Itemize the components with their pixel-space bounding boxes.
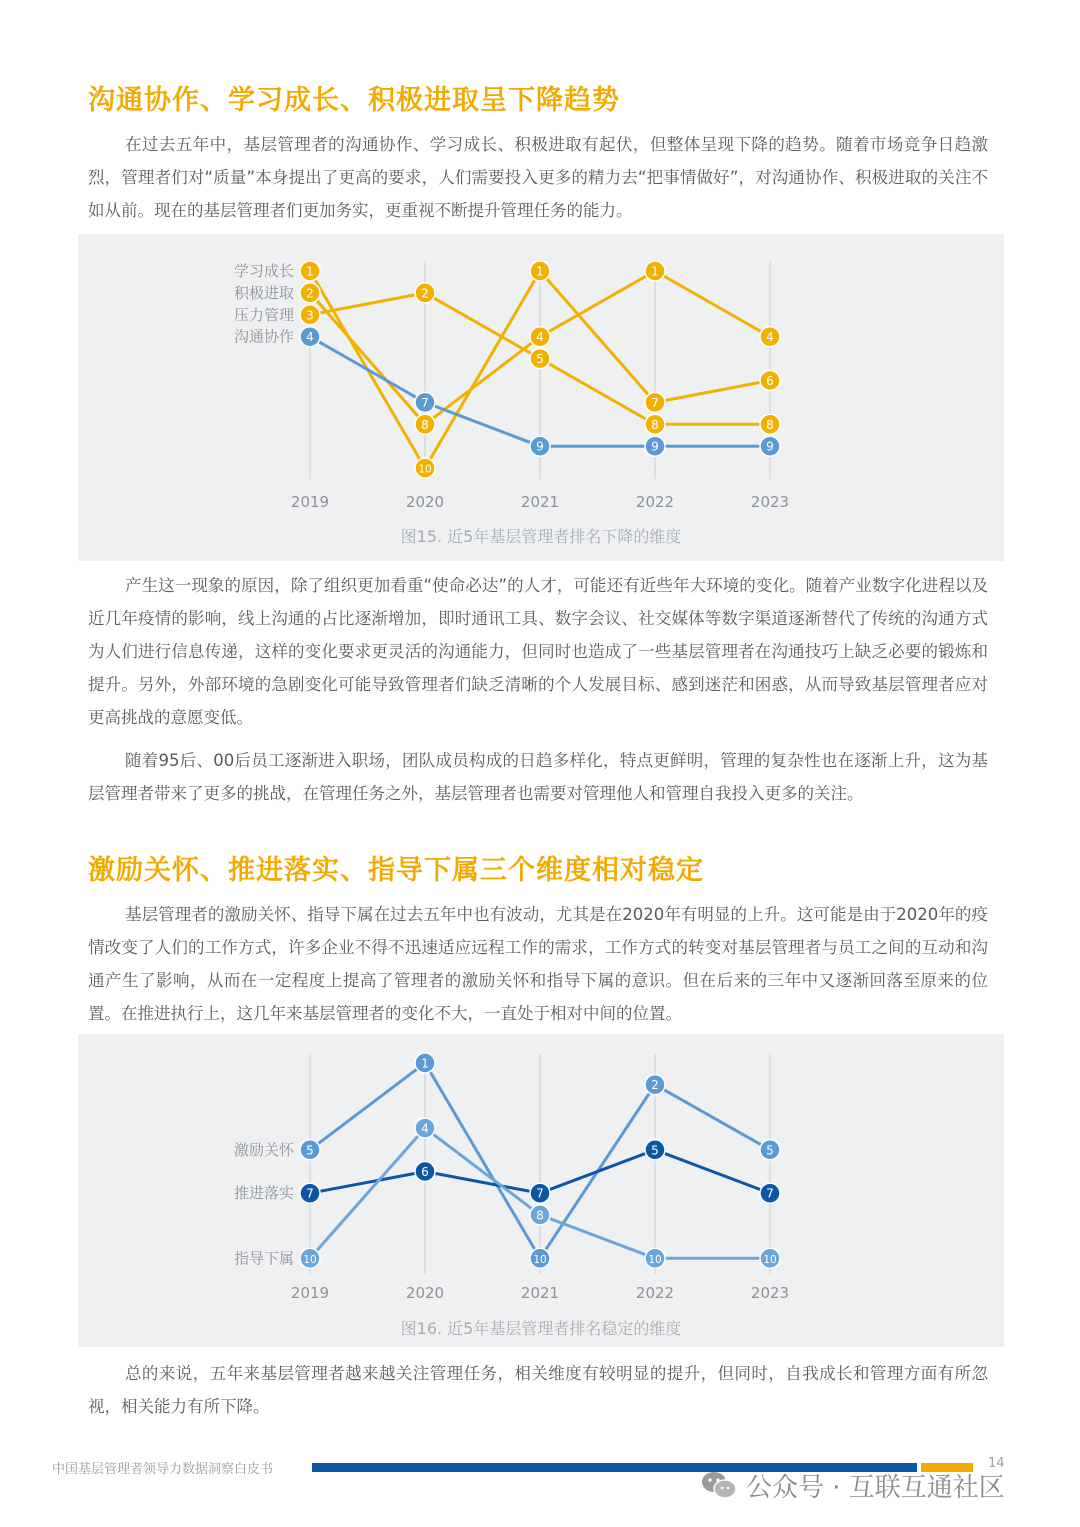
data-label: 8 [536, 1208, 544, 1223]
data-label: 5 [536, 352, 544, 367]
data-label: 1 [536, 264, 544, 279]
x-tick-label: 2023 [750, 1284, 790, 1302]
footer-title: 中国基层管理者领导力数据洞察白皮书 [52, 1462, 274, 1477]
data-label: 4 [421, 1121, 429, 1136]
chart-caption-15: 图15. 近5年基层管理者排名下降的维度 [400, 527, 682, 546]
section-heading-decline: 沟通协作、学习成长、积极进取呈下降趋势 [88, 85, 620, 116]
series-label: 激励关怀 [233, 1140, 294, 1159]
data-label: 5 [651, 1143, 659, 1158]
data-label: 10 [763, 1253, 777, 1266]
data-label: 9 [536, 439, 544, 454]
x-tick-label: 2020 [405, 1284, 445, 1302]
chart-15 [78, 234, 1004, 561]
series-label: 压力管理 [233, 305, 294, 324]
series-label: 推进落实 [233, 1184, 294, 1203]
data-label: 7 [536, 1186, 544, 1201]
x-tick-label: 2023 [750, 493, 790, 511]
series-label: 沟通协作 [233, 327, 294, 346]
data-label: 2 [651, 1078, 659, 1093]
data-label: 9 [766, 439, 774, 454]
series-label: 学习成长 [233, 262, 294, 280]
chart-panel-16 [78, 1034, 1004, 1347]
watermark-text: 公众号 · 互联互通社区 [746, 1472, 1005, 1503]
data-label: 4 [536, 330, 544, 345]
data-label: 7 [766, 1186, 774, 1201]
data-label: 2 [306, 286, 314, 301]
data-label: 9 [651, 439, 659, 454]
paragraph-conclusion: 总的来说，五年来基层管理者越来越关注管理任务，相关维度有较明显的提升，但同时，自我成长和管理方面有所忽视，相关能力有所下降。 [88, 1364, 988, 1416]
wechat-icon [700, 1469, 738, 1501]
data-label: 1 [421, 1056, 429, 1071]
watermark [700, 1465, 1005, 1505]
data-label: 10 [303, 1253, 317, 1266]
page-number: 14 [988, 1456, 1005, 1471]
x-tick-label: 2019 [290, 1284, 330, 1302]
paragraph-decline-reason: 产生这一现象的原因，除了组织更加看重“使命必达”的人才，可能还有近些年大环境的变化。随着产业数字化进程以及近几年疫情的影响，线上沟通的占比逐渐增加，即时通讯工具、数字会议、社交媒体等数字渠道逐渐替代了传统的沟通方式为人们进行信息传递，这样的变化要求更灵活的沟通能力，但同时也造成了一些基层管理者在沟通技巧上缺乏必要的锻炼和提升。另外，外部环境的急剧变化可能导致管理者们缺乏清晰的个人发展目标、感到迷茫和困惑，从而导致基层管理者应对更高挑战的意愿变低。 [88, 576, 988, 727]
data-label: 1 [306, 264, 314, 279]
data-label: 10 [648, 1253, 662, 1266]
paragraph-decline-generation: 随着95后、00后员工逐渐进入职场，团队成员构成的日趋多样化，特点更鲜明，管理的复杂性也在逐渐上升，这为基层管理者带来了更多的挑战，在管理任务之外，基层管理者也需要对管理他人和管理自我投入更多的关注。 [88, 751, 988, 803]
data-label: 10 [533, 1253, 547, 1266]
chart-16 [78, 1034, 1004, 1347]
series-label: 积极进取 [233, 283, 294, 302]
data-label: 7 [306, 1186, 314, 1201]
data-label: 6 [766, 374, 774, 388]
data-label: 6 [421, 1165, 429, 1179]
chart-panel-15 [78, 234, 1004, 561]
x-tick-label: 2022 [635, 493, 675, 511]
data-label: 8 [421, 417, 429, 432]
x-tick-label: 2020 [405, 493, 445, 511]
data-label: 2 [421, 286, 429, 301]
data-label: 4 [306, 330, 314, 345]
data-label: 5 [306, 1143, 314, 1158]
data-label: 7 [421, 395, 429, 410]
series-label: 指导下属 [233, 1249, 294, 1268]
data-label: 8 [651, 417, 659, 432]
data-label: 10 [418, 463, 432, 476]
data-label: 1 [651, 264, 659, 279]
data-label: 7 [651, 395, 659, 410]
data-label: 5 [766, 1143, 774, 1158]
data-label: 3 [306, 308, 314, 323]
x-tick-label: 2021 [520, 493, 560, 511]
paragraph-stable: 基层管理者的激励关怀、指导下属在过去五年中也有波动，尤其是在2020年有明显的上升。这可能是由于2020年的疫情改变了人们的工作方式，许多企业不得不迅速适应远程工作的需求，工作方式的转变对基层管理者与员工之间的互动和沟通产生了影响，从而在一定程度上提高了管理者的激励关怀和指导下属的意识。但在后来的三年中又逐渐回落至原来的位置。在推进执行上，这几年来基层管理者的变化不大，一直处于相对中间的位置。 [88, 905, 988, 1023]
paragraph-decline-intro: 在过去五年中，基层管理者的沟通协作、学习成长、积极进取有起伏，但整体呈现下降的趋势。随着市场竞争日趋激烈，管理者们对“质量”本身提出了更高的要求，人们需要投入更多的精力去“把事情做好”，对沟通协作、积极进取的关注不如从前。现在的基层管理者们更加务实，更重视不断提升管理任务的能力。 [88, 135, 988, 220]
data-label: 4 [766, 330, 774, 345]
data-label: 8 [766, 417, 774, 432]
chart-caption-16: 图16. 近5年基层管理者排名稳定的维度 [400, 1319, 682, 1338]
x-tick-label: 2022 [635, 1284, 675, 1302]
section-heading-stable: 激励关怀、推进落实、指导下属三个维度相对稳定 [88, 855, 704, 886]
x-tick-label: 2021 [520, 1284, 560, 1302]
x-tick-label: 2019 [290, 493, 330, 511]
